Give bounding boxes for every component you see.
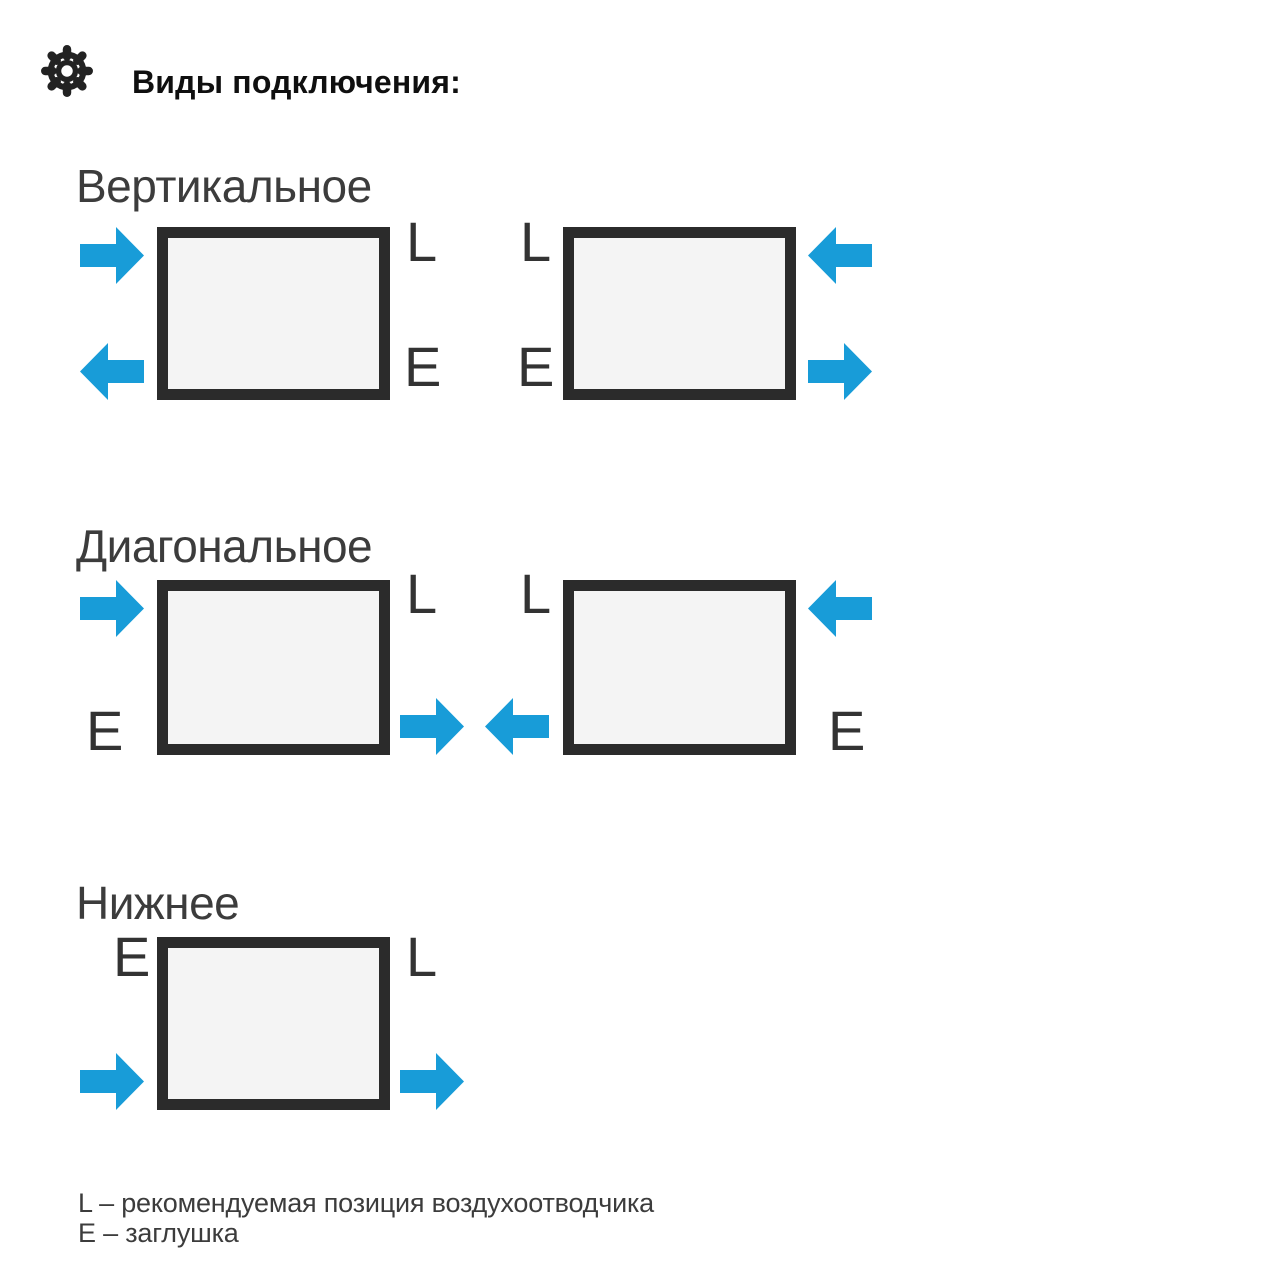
legend [78, 1188, 654, 1248]
legend-line-e: E – заглушка [78, 1218, 239, 1248]
port-label-e: E [113, 925, 151, 988]
page-title: Виды подключения: [132, 64, 462, 101]
port-label-l: L [520, 562, 552, 625]
arrow-right-icon [80, 1053, 144, 1110]
section-title: Вертикальное [76, 160, 372, 212]
port-label-l: L [406, 210, 438, 273]
port-label-l: L [406, 925, 438, 988]
port-label-l: L [406, 562, 438, 625]
radiator-frame [157, 937, 390, 1110]
section-title: Нижнее [76, 877, 240, 929]
port-label-e: E [828, 699, 866, 762]
arrow-right-icon [400, 1053, 464, 1110]
section-title: Диагональное [76, 520, 373, 572]
port-label-e: E [86, 699, 124, 762]
port-label-e: E [517, 335, 555, 398]
legend-line-l: L – рекомендуемая позиция воздухоотводчика [78, 1188, 655, 1218]
port-label-e: E [404, 335, 442, 398]
port-label-l: L [520, 210, 552, 273]
